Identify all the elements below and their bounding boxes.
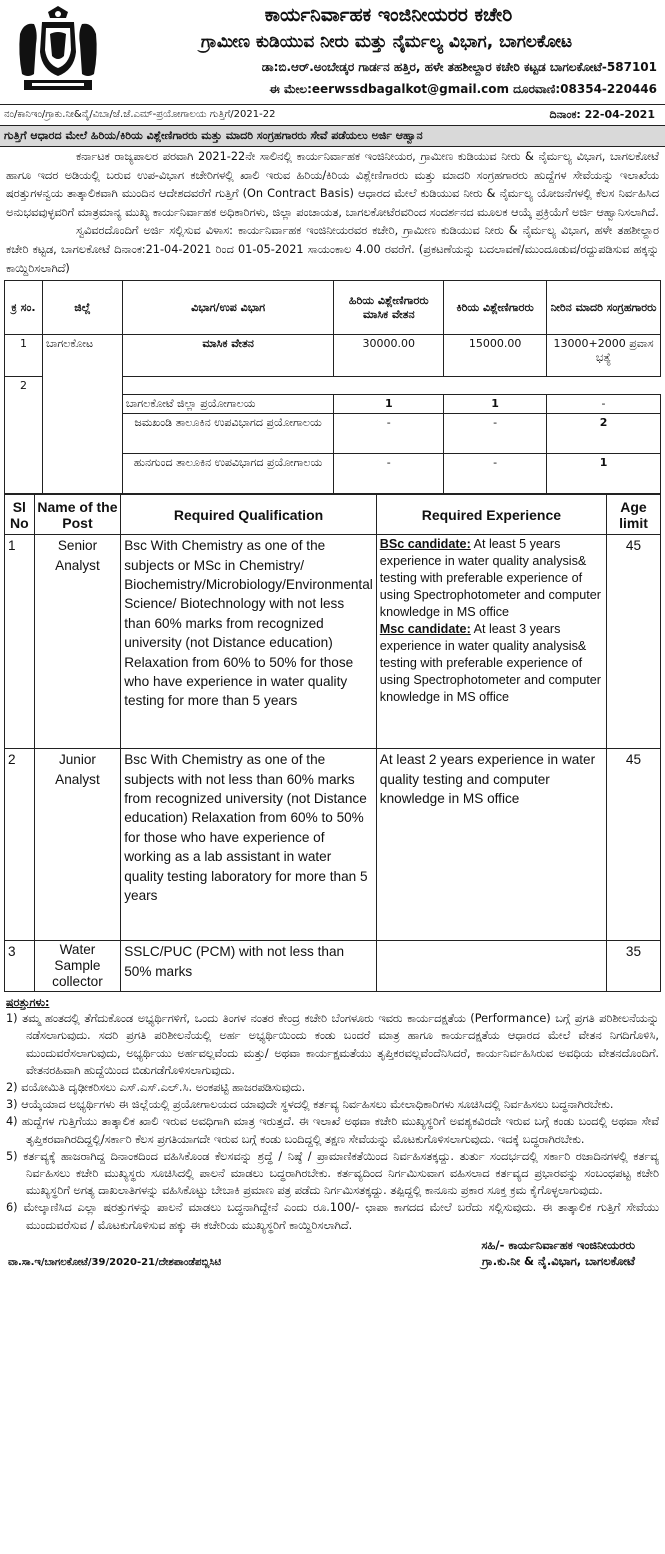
karnataka-emblem-icon bbox=[10, 4, 106, 100]
header-sample-collector: ನೀರಿನ ಮಾದರಿ ಸಂಗ್ರಹಗಾರರು bbox=[547, 281, 661, 335]
junior-count: - bbox=[444, 414, 547, 454]
monthly-salary-label: ಮಾಸಿಕ ವೇತನ bbox=[122, 335, 334, 377]
collector-salary: 13000+2000 ಪ್ರವಾಸ ಭತ್ಯೆ bbox=[547, 335, 661, 377]
conditions-heading: ಷರತ್ತುಗಳು: bbox=[6, 996, 50, 1010]
post-experience: At least 2 years experience in water quality testing and computer knowledge in MS office bbox=[376, 749, 606, 941]
post-experience bbox=[376, 941, 606, 992]
header-division: ವಿಭಾಗ/ಉಪ ವಿಭಾಗ bbox=[122, 281, 334, 335]
post-sl: 2 bbox=[5, 749, 35, 941]
collector-count: 1 bbox=[547, 454, 661, 494]
post-qualification: Bsc With Chemistry as one of the subjects or MSc in Chemistry/ Biochemistry/Microbiology/Environmental Science/ Biotechnology with not less than 60% marks from recognized university (not Distance education) Relaxation from 60% to 50% for those who have experience in water quality testing for more than 5 years bbox=[121, 535, 377, 749]
division-name: ಹುನಗುಂದ ತಾಲೂಕಿನ ಉಪವಿಭಾಗದ ಪ್ರಯೋಗಾಲಯ bbox=[122, 454, 334, 494]
post-experience bbox=[376, 535, 606, 749]
post-qualification: SSLC/PUC (PCM) with not less than 50% marks bbox=[121, 941, 377, 992]
header-age-limit: Age limit bbox=[606, 495, 660, 535]
office-title: ಕಾರ್ಯನಿರ್ವಾಹಕ ಇಂಜಿನೀಯರರ ಕಚೇರಿ bbox=[264, 4, 513, 26]
condition-item: 6) ಮೇಲ್ಕಾಣಿಸಿದ ಎಲ್ಲಾ ಷರತ್ತುಗಳನ್ನು ಪಾಲನೆ ಮಾಡಲು ಬದ್ಧನಾಗಿದ್ದೇನೆ ಎಂದು ರೂ.100/- ಛಾಪಾ ಕಾಗದದ ಮೇಲೆ ಬರೆದು ಸಲ್ಲಿಸುವುದು. ಈ ತಾತ್ಕಾಲಿಕ ಗುತ್ತಿಗೆ ಸೇವೆಯು ಮುಂದುವರೆಸುವ / ಮೊಟಕುಗೊಳಿಸುವ ಹಕ್ಕು ಈ ಕಚೇರಿಯ ಮುಖ್ಯಸ್ಥರಿಗೆ ಕಾಯ್ದಿರಿಸಲಾಗಿದೆ. bbox=[6, 1201, 659, 1232]
reference-row bbox=[0, 105, 665, 126]
post-row bbox=[5, 749, 661, 941]
post-sl: 3 bbox=[5, 941, 35, 992]
condition-item: 2) ವಯೋಮಿತಿ ದೃಢೀಕರಿಸಲು ಎಸ್.ಎಸ್.ಎಲ್.ಸಿ. ಅಂಕಪಟ್ಟಿ ಹಾಜರಪಡಿಸುವುದು. bbox=[6, 1080, 306, 1094]
junior-salary: 15000.00 bbox=[444, 335, 547, 377]
district-name: ಬಾಗಲಕೋಟ bbox=[42, 335, 122, 494]
condition-item: 5) ಕರ್ತವ್ಯಕ್ಕೆ ಹಾಜರಾಗಿದ್ದ ದಿನಾಂಕದಿಂದ ವಹಿಸಿಕೊಂಡ ಕೆಲಸವನ್ನು ಶ್ರದ್ಧೆ / ನಿಷ್ಠೆ / ಪ್ರಾಮಾಣಿಕತೆಯಿಂದ ನಿರ್ವಹಿಸತಕ್ಕದ್ದು. ತುರ್ತು ಸಂದರ್ಭದಲ್ಲಿ ಸರ್ಕಾರಿ ರಜಾದಿನಗಳಲ್ಲಿ ಕರ್ತವ್ಯ ನಿರ್ವಹಿಸಲು ಕಚೇರಿ ಮುಖ್ಯಸ್ಥರು ಸೂಚಿಸಿದಲ್ಲಿ ಪಾಲನೆ ಮಾಡಲು ಬದ್ಧರಾಗಿರಬೇಕು. ಕರ್ತವ್ಯದಿಂದ ನಿರ್ಗಮಿಸುವಾಗ ವಹಿಸಲಾದ ಕರ್ತವ್ಯದ ಪ್ರಭಾರವನ್ನು ಸಂಬಂಧಪಟ್ಟ ಕಚೇರಿ ಮುಖ್ಯಸ್ಥರಿಗೆ ಅಗತ್ಯ ದಾಖಲಾತಿಗಳನ್ನು ವಹಿಸಿಕೊಟ್ಟು ಬೇಬಾಕಿ ಪ್ರಮಾಣ ಪತ್ರ ಪಡೆದು ನಿರ್ಗಮಿಸತಕ್ಕದ್ದು. ತಪ್ಪಿದ್ದಲ್ಲಿ ಕಾನೂನು ಪ್ರಕಾರ ಸೂಕ್ತ ಕ್ರಮ ಕೈಗೊಳ್ಳಲಾಗುವುದು. bbox=[6, 1149, 659, 1198]
post-age-limit: 45 bbox=[606, 749, 660, 941]
intro-paragraph-2: ಸ್ವವಿವರದೊಂದಿಗೆ ಅರ್ಜಿ ಸಲ್ಲಿಸುವ ವಿಳಾಸ: ಕಾರ್ಯನಿರ್ವಾಹಕ ಇಂಜಿನೀಯರವರ ಕಚೇರಿ, ಗ್ರಾಮೀಣ ಕುಡಿಯುವ ನೀರು & ನೈರ್ಮಲ್ಯ ವಿಭಾಗ, ಹಳೇ ತಹಶೀಲ್ದಾರ ಕಚೇರಿ ಕಟ್ಟಡ, ಬಾಗಲಕೋಟೆ ದಿನಾಂಕ:21-04-2021 ರಿಂದ 01-05-2021 ಸಾಯಂಕಾಲ 4.00 ರವರೆಗೆ. (ಪ್ರಕಟಣೆಯನ್ನು ಬದಲಾವಣೆ/ಮುಂದೂಡುವ/ರದ್ದುಪಡಿಸುವ ಹಕ್ಕನ್ನು ಕಾಯ್ದಿರಿಸಲಾಗಿದೆ) bbox=[6, 224, 659, 275]
header-sl: ಕ್ರ ಸಂ. bbox=[5, 281, 43, 335]
division-name: ಜಮಖಂಡಿ ತಾಲೂಕಿನ ಉಪವಿಭಾಗದ ಪ್ರಯೋಗಾಲಯ bbox=[122, 414, 334, 454]
intro-paragraph-1: ಕರ್ನಾಟಕ ರಾಜ್ಯಪಾಲರ ಪರವಾಗಿ 2021-22ನೇ ಸಾಲಿನಲ್ಲಿ ಕಾರ್ಯನಿರ್ವಾಹಕ ಇಂಜಿನೀಯರ, ಗ್ರಾಮೀಣ ಕುಡಿಯುವ ನೀರು & ನೈರ್ಮಲ್ಯ ವಿಭಾಗ, ಬಾಗಲಕೋಟೆ ಹಾಗೂ ಇದರ ಅಡಿಯಲ್ಲಿ ಬರುವ ಉಪ-ವಿಭಾಗ ಕಚೇರಿಗಳಲ್ಲಿ ಖಾಲಿ ಇರುವ ಹಿರಿಯ/ಕಿರಿಯ ವಿಶ್ಲೇಣಿಗಾರರು ಮತ್ತು ಮಾದರಿ ಸಂಗ್ರಹಗಾರರು ಹುದ್ದೆಗಳ ಸೇವೆಯನ್ನು ಇಲಾಖೆಯ ಷರತ್ತುಗಳನ್ವಯ ತಾತ್ಕಾಲಿಕವಾಗಿ ಮುಂದಿನ ಆದೇಶದವರೆಗೆ ಗುತ್ತಿಗೆ (On Contract Basis) ಆಧಾರದ ಮೇಲೆ ಕುಡಿಯುವ ನೀರು & ನೈರ್ಮಲ್ಯ ಯೋಜನೆಗಳಲ್ಲಿ ಕೆಲಸ ನಿರ್ವಹಿಸಿದ ಅನುಭವವುಳ್ಳವರಿಗೆ ಮಾತ್ರಮಾನ್ಯ ಮುಖ್ಯ ಕಾರ್ಯನಿರ್ವಾಹಕ ಅಧಿಕಾರಿಗಳು, ಜಿಲ್ಲಾ ಪಂಚಾಯತ, ಬಾಗಲಕೋಟೆರವರಿಂದ ಸಂದರ್ಶನದ ಮೂಲಕ ಆಯ್ಕೆ ಪ್ರಕ್ರಿಯೆಗೆ ಅರ್ಜಿ ಆಹ್ವಾನಿಸಲಾಗಿದೆ. bbox=[6, 150, 659, 219]
salary-vacancy-table bbox=[4, 280, 661, 494]
reference-number: ನಂ/ಕಾನಿಇಂ/ಗ್ರಾಕು.ನೀ&ನೈ/ವಿಬಾ/ಜೆ.ಜೆ.ಎಮ್-ಪ್ರಯೋಗಾಲಯ ಗುತ್ತಿಗೆ/2021-22 bbox=[4, 109, 276, 120]
junior-count: 1 bbox=[444, 395, 547, 414]
post-row bbox=[5, 941, 661, 992]
junior-count: - bbox=[444, 454, 547, 494]
senior-count: 1 bbox=[334, 395, 444, 414]
office-address: ಡಾ:ಬಿ.ಆರ್.ಅಂಬೇಡ್ಕರ ಗಾರ್ಡನ ಹತ್ತಿರ, ಹಳೇ ತಹಶೀಲ್ದಾರ ಕಚೇರಿ ಕಟ್ಟಡ ಬಾಗಲಕೋಟೆ-587101 bbox=[261, 60, 657, 74]
signature-line: ಸಹಿ/- ಕಾರ್ಯನಿರ್ವಾಹಕ ಇಂಜಿನೀಯರರು bbox=[481, 1237, 635, 1252]
division-name: ಬಾಗಲಕೋಟೆ ಜಿಲ್ಲಾ ಪ್ರಯೋಗಾಲಯ bbox=[122, 395, 334, 414]
post-age-limit: 45 bbox=[606, 535, 660, 749]
header-sl-no: Sl No bbox=[5, 495, 35, 535]
header-senior-analyst: ಹಿರಿಯ ವಿಶ್ಲೇಣಿಗಾರರು ಮಾಸಿಕ ವೇತನ bbox=[334, 281, 444, 335]
footer-row bbox=[0, 1253, 665, 1275]
signature-office: ಗ್ರಾ.ಕು.ನೀ & ನೈ.ವಿಭಾಗ, ಬಾಗಲಕೋಟೆ bbox=[481, 1253, 635, 1268]
header-district: ಜಿಲ್ಲೆ bbox=[42, 281, 122, 335]
publicity-reference: ವಾ.ಸಾ.ಇ/ಬಾಗಲಕೋಟೆ/39/2020-21/ದೇಶಪಾಂಡೆಪಬ್ಲಿಸಿಟಿ bbox=[8, 1256, 222, 1268]
post-name: Senior Analyst bbox=[34, 535, 121, 749]
notice-date: ದಿನಾಂಕ: 22-04-2021 bbox=[549, 108, 655, 121]
letterhead bbox=[0, 0, 665, 105]
header-post-name: Name of the Post bbox=[34, 495, 121, 535]
header-experience: Required Experience bbox=[376, 495, 606, 535]
senior-count: - bbox=[334, 414, 444, 454]
condition-item: 4) ಹುದ್ದೆಗಳ ಗುತ್ತಿಗೆಯು ತಾತ್ಕಾಲಿಕ ಖಾಲಿ ಇರುವ ಅವಧಿಗಾಗಿ ಮಾತ್ರ ಇರುತ್ತದೆ. ಈ ಇಲಾಖೆ ಅಥವಾ ಕಚೇರಿ ಮುಖ್ಯಸ್ಥರಿಗೆ ಅವಶ್ಯಕವಿರದೇ ಇರುವ ಬಗ್ಗೆ ಕಂಡು ಬಂದಲ್ಲಿ ಅಥವಾ ಸೇವೆ ತೃಪ್ತಿಕರವಾಗಿರದಿದ್ದಲ್ಲಿ/ಸರ್ಕಾರಿ ಕೆಲಸ ಪ್ರಗತಿಯಾಗದೇ ಇರುವ ಬಗ್ಗೆ ಕಂಡು ಬಂದಿದ್ದಲ್ಲಿ ತಕ್ಷಣ ಸೇವೆಯನ್ನು ಮೊಟಕುಗೊಳಿಸಲಾಗುವುದು. ಇದಕ್ಕೆ ಬದ್ಧರಾಗಿರಬೇಕು. bbox=[6, 1115, 659, 1146]
office-contact: ಈ ಮೇಲ:eerwssdbagalkot@gmail.com ದೂರವಾಣಿ:08354-220446 bbox=[269, 82, 657, 96]
senior-count: - bbox=[334, 454, 444, 494]
msc-experience-text: At least 3 years experience in water quality analysis& testing with preferable experience of using Spectrophotometer and computer knowledge in MS office bbox=[379, 622, 602, 705]
notice-subject: ಗುತ್ತಿಗೆ ಆಧಾರದ ಮೇಲೆ ಹಿರಿಯ/ಕಿರಿಯ ವಿಶ್ಲೇಣಿಗಾರರು ಮತ್ತು ಮಾದರಿ ಸಂಗ್ರಹಗಾರರು ಸೇವೆ ಪಡೆಯಲು ಅರ್ಜಿ ಆಹ್ವಾನ bbox=[0, 126, 665, 147]
post-name: Junior Analyst bbox=[34, 749, 121, 941]
post-name: Water Sample collector bbox=[34, 941, 121, 992]
header-qualification: Required Qualification bbox=[121, 495, 377, 535]
post-age-limit: 35 bbox=[606, 941, 660, 992]
collector-count: - bbox=[547, 395, 661, 414]
row1-sl: 1 bbox=[5, 335, 43, 377]
bsc-experience-text: At least 5 years experience in water quality analysis& testing with preferable experience of using Spectrophotometer and computer knowledge in MS office bbox=[379, 537, 602, 620]
collector-count: 2 bbox=[547, 414, 661, 454]
header-junior-analyst: ಕಿರಿಯ ವಿಶ್ಲೇಣಿಗಾರರು bbox=[444, 281, 547, 335]
senior-salary: 30000.00 bbox=[334, 335, 444, 377]
row2-sl: 2 bbox=[5, 377, 43, 494]
qualification-table bbox=[4, 494, 661, 992]
department-name: ಗ್ರಾಮೀಣ ಕುಡಿಯುವ ನೀರು ಮತ್ತು ನೈರ್ಮಲ್ಯ ವಿಭಾಗ, ಬಾಗಲಕೋಟ bbox=[200, 32, 573, 52]
post-qualification: Bsc With Chemistry as one of the subjects with not less than 60% marks from recognized university (not Distance education) Relaxation from 60% to 50% for those who have experience of working as a lab assistant in water quality testing laboratory for more than 5 years bbox=[121, 749, 377, 941]
msc-candidate-label: Msc candidate: bbox=[379, 622, 471, 637]
bsc-candidate-label: BSc candidate: bbox=[379, 537, 471, 552]
condition-item: 3) ಆಯ್ಕೆಯಾದ ಅಭ್ಯರ್ಥಿಗಳು ಈ ಜಿಲ್ಲೆಯಲ್ಲಿ ಪ್ರಯೋಗಾಲಯದ ಯಾವುದೇ ಸ್ಥಳದಲ್ಲಿ ಕರ್ತವ್ಯ ನಿರ್ವಹಿಸಲು ಮೇಲಾಧಿಕಾರಿಗಳು ಸೂಚಿಸಿದಲ್ಲಿ ನಿರ್ವಹಿಸಲು ಬದ್ಧನಾಗಿರಬೇಕು. bbox=[6, 1098, 614, 1112]
condition-item: 1) ತಮ್ಮ ಹಂತದಲ್ಲಿ ತೆಗೆದುಕೊಂಡ ಅಭ್ಯರ್ಥಿಗಳಿಗೆ, ಒಂದು ತಿಂಗಳ ನಂತರ ಕೇಂದ್ರ ಕಚೇರಿ ಬೆಂಗಳೂರು ಇವರು ಕಾರ್ಯದಕ್ಷತೆಯ (Performance) ಬಗ್ಗೆ ಪ್ರಗತಿ ಪರಿಶೀಲನೆಯನ್ನು ನಡೆಸಲಾಗುವುದು. ಸದರಿ ಪ್ರಗತಿ ಪರಿಶೀಲನೆಯಲ್ಲಿ ಅರ್ಹ ಅಭ್ಯರ್ಥಿಯಿಂದು ಕಂಡು ಬಂದರೆ ಮಾತ್ರ ಹಾಗೂ ಕಾರ್ಯದಕ್ಷತೆಯ ಆಧಾರದ ಮೇಲೆ ವೇತನ ನಿಗದಿಗೊಳಿಸಿ, ಮುಂದುವರೆಸಲಾಗುವುದು, ಅಭ್ಯರ್ಥಿಯು ಅರ್ಹವಲ್ಲವೆಂದು ಮತ್ತು/ ಅಥವಾ ಕಾರ್ಯಕ್ಷಮತೆಯು ತೃಪ್ತಿಕರವಲ್ಲವೆಂದೆನಿಸಿದರೆ, ಕಾರ್ಯನಿರ್ವಹಿಸಿರುವ ಅವಧಿಯ ವೇತನದೊಂದಿಗೆ. ವೇತನರಹಿವಾಗಿ ಹುದ್ದೆಯಿಂದ ಬಿಡುಗಡೆಗೊಳಿಸಲಾಗುವುದು. bbox=[6, 1012, 659, 1077]
post-sl: 1 bbox=[5, 535, 35, 749]
post-row bbox=[5, 535, 661, 749]
